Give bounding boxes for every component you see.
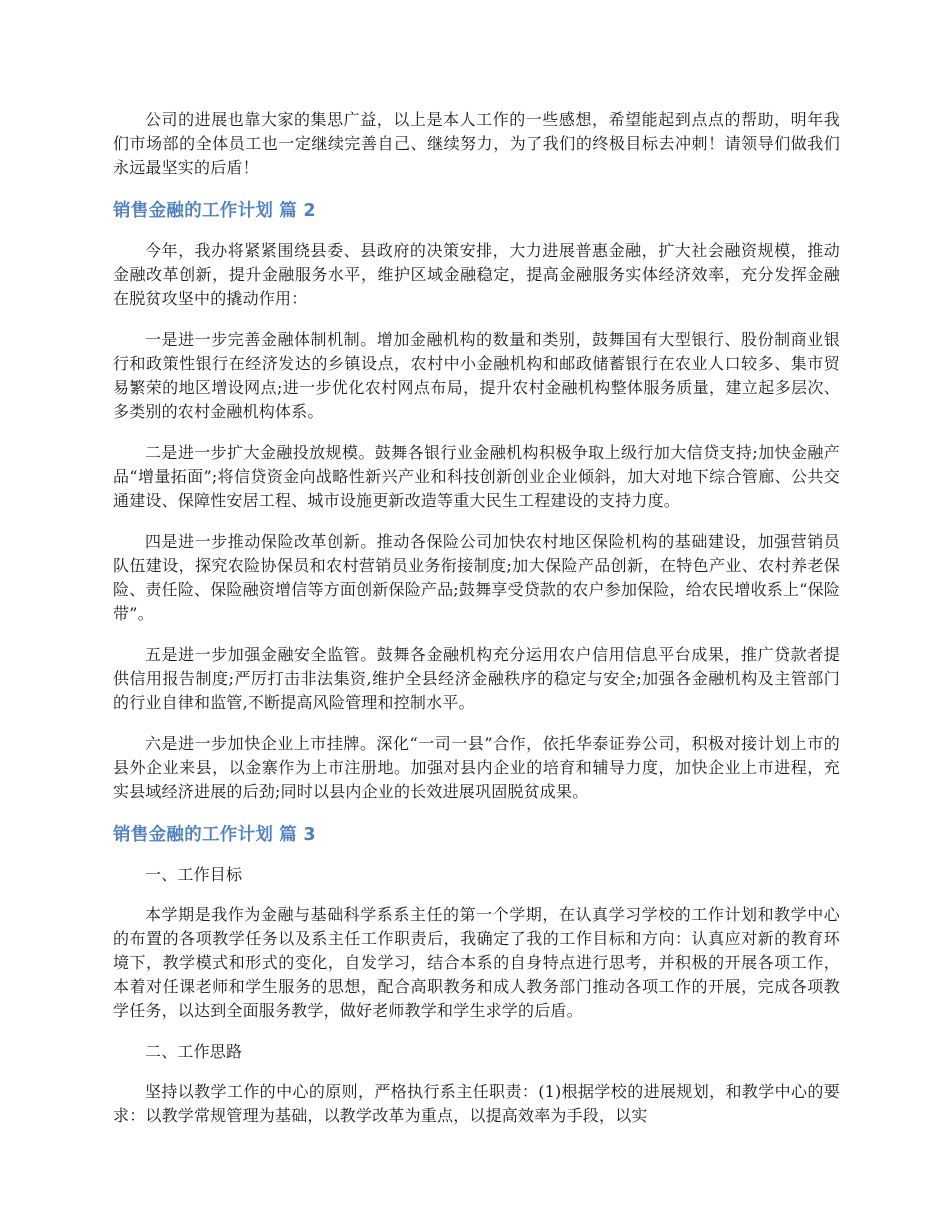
section-3-subheading: 二、工作思路 (145, 1042, 243, 1061)
section-3-heading (113, 821, 840, 849)
document-page (113, 108, 840, 1145)
section-2-paragraph: 四是进一步推动保险改革创新。推动各保险公司加快农村地区保险机构的基础建设，加强营销员队伍建设，探究农险协保员和农村营销员业务衔接制度;加大保险产品创新，在特色产业、农村养老保险、责任险、保险融资增信等方面创新保险产品;鼓舞享受贷款的农户参加保险，给农民增收系上“保险带”。 (113, 532, 840, 623)
section-3-number: 篇 3 (279, 825, 316, 845)
section-2-paragraph: 今年，我办将紧紧围绕县委、县政府的决策安排，大力进展普惠金融，扩大社会融资规模，推动金融改革创新，提升金融服务水平，维护区域金融稳定，提高金融服务实体经济效率，充分发挥金融在脱贫攻坚中的撬动作用： (113, 241, 840, 308)
section-3-paragraph: 本学期是我作为金融与基础科学系系主任的第一个学期，在认真学习学校的工作计划和教学中心的布置的各项教学任务以及系主任工作职责后，我确定了我的工作目标和方向：认真应对新的教育环境下，教学模式和形式的变化，自发学习，结合本系的自身特点进行思考，并积极的开展各项工作，本着对任课老师和学生服务的思想，配合高职教务和成人教务部门推动各项工作的开展，完成各项教学任务，以达到全面服务教学，做好老师教学和学生求学的后盾。 (113, 905, 840, 1020)
section-2-paragraph: 二是进一步扩大金融投放规模。鼓舞各银行业金融机构积极争取上级行加大信贷支持;加快金融产品“增量拓面”;将信贷资金向战略性新兴产业和科技创新创业企业倾斜，加大对地下综合管廊、公共交通建设、保障性安居工程、城市设施更新改造等重大民生工程建设的支持力度。 (113, 443, 840, 510)
section-3-paragraph: 坚持以教学工作的中心的原则，严格执行系主任职责：(1)根据学校的进展规划，和教学中心的要求：以教学常规管理为基础，以教学改革为重点，以提高效率为手段，以实 (113, 1082, 840, 1125)
intro-paragraph: 公司的进展也靠大家的集思广益，以上是本人工作的一些感想，希望能起到点点的帮助，明年我们市场部的全体员工也一定继续完善自己、继续努力，为了我们的终极目标去冲刺！请领导们做我们永远最坚实的后盾！ (113, 110, 840, 177)
section-2-paragraph: 一是进一步完善金融体制机制。增加金融机构的数量和类别，鼓舞国有大型银行、股份制商业银行和政策性银行在经济发达的乡镇设点，农村中小金融机构和邮政储蓄银行在农业人口较多、集市贸易繁荣的地区增设网点;进一步优化农村网点布局，提升农村金融机构整体服务质量，建立起多层次、多类别的农村金融机构体系。 (113, 330, 840, 421)
section-3-subheading: 一、工作目标 (145, 865, 243, 884)
section-2-paragraph: 六是进一步加快企业上市挂牌。深化“一司一县”合作，依托华泰证券公司，积极对接计划上市的县外企业来县，以金寨作为上市注册地。加强对县内企业的培育和辅导力度，加快企业上市进程，充实县域经济进展的后劲;同时以县内企业的长效进展巩固脱贫成果。 (113, 734, 840, 801)
section-2-title: 销售金融的工作计划 (113, 201, 274, 221)
section-2-paragraph: 五是进一步加强金融安全监管。鼓舞各金融机构充分运用农户信用信息平台成果，推广贷款者提供信用报告制度;严厉打击非法集资,维护全县经济金融秩序的稳定与安全;加强各金融机构及主管部门的行业自律和监管,不断提高风险管理和控制水平。 (113, 645, 840, 712)
section-3-title: 销售金融的工作计划 (113, 825, 274, 845)
section-2-heading (113, 197, 840, 225)
section-2-number: 篇 2 (279, 201, 316, 221)
